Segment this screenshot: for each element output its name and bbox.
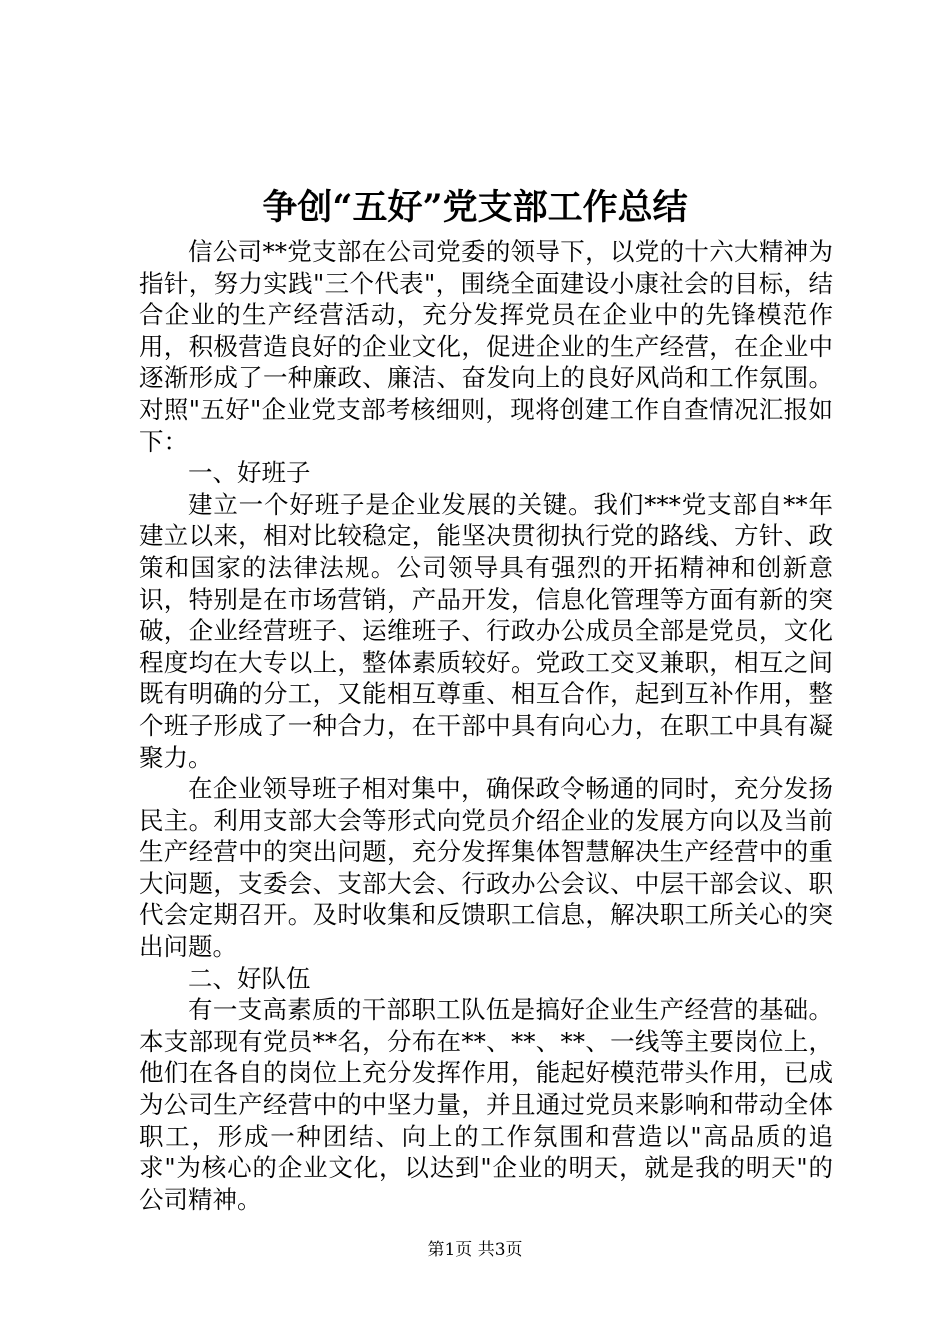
body-paragraph: 有一支高素质的干部职工队伍是搞好企业生产经营的基础。本支部现有党员**名，分布在**、**、**、一线等主要岗位上，他们在各自的岗位上充分发挥作用，能起好模范带头作用，已成为公司生产经营中的中坚力量，并且通过党员来影响和带动全体职工，形成一种团结、向上的工作氛围和营造以"高品质的追求"为核心的企业文化，以达到"企业的明天，就是我的明天"的公司精神。 bbox=[139, 995, 833, 1214]
section-heading-good-leadership: 一、好班子 bbox=[188, 458, 311, 488]
document-title: 争创“五好”党支部工作总结 bbox=[262, 187, 688, 228]
section-heading-good-team: 二、好队伍 bbox=[188, 963, 311, 993]
intro-paragraph: 信公司**党支部在公司党委的领导下，以党的十六大精神为指针，努力实践"三个代表"，围绕全面建设小康社会的目标，结合企业的生产经营活动，充分发挥党员在企业中的先锋模范作用，积极营造良好的企业文化，促进企业的生产经营，在企业中逐渐形成了一种廉政、廉洁、奋发向上的良好风尚和工作氛围。对照"五好"企业党支部考核细则，现将创建工作自查情况汇报如下： bbox=[139, 237, 833, 456]
document-body bbox=[139, 236, 833, 1215]
body-paragraph: 在企业领导班子相对集中，确保政令畅通的同时，充分发扬民主。利用支部大会等形式向党员介绍企业的发展方向以及当前生产经营中的突出问题，充分发挥集体智慧解决生产经营中的重大问题，支委会、支部大会、行政办公会议、中层干部会议、职代会定期召开。及时收集和反馈职工信息，解决职工所关心的突出问题。 bbox=[139, 774, 833, 962]
body-paragraph: 建立一个好班子是企业发展的关键。我们***党支部自**年建立以来，相对比较稳定，能坚决贯彻执行党的路线、方针、政策和国家的法律法规。公司领导具有强烈的开拓精神和创新意识，特别是在市场营销，产品开发，信息化管理等方面有新的突破，企业经营班子、运维班子、行政办公成员全部是党员，文化程度均在大专以上，整体素质较好。党政工交叉兼职，相互之间既有明确的分工，又能相互尊重、相互合作，起到互补作用，整个班子形成了一种合力，在干部中具有向心力，在职工中具有凝聚力。 bbox=[139, 489, 833, 772]
page-footer: 第1页 共3页 bbox=[427, 1240, 523, 1260]
